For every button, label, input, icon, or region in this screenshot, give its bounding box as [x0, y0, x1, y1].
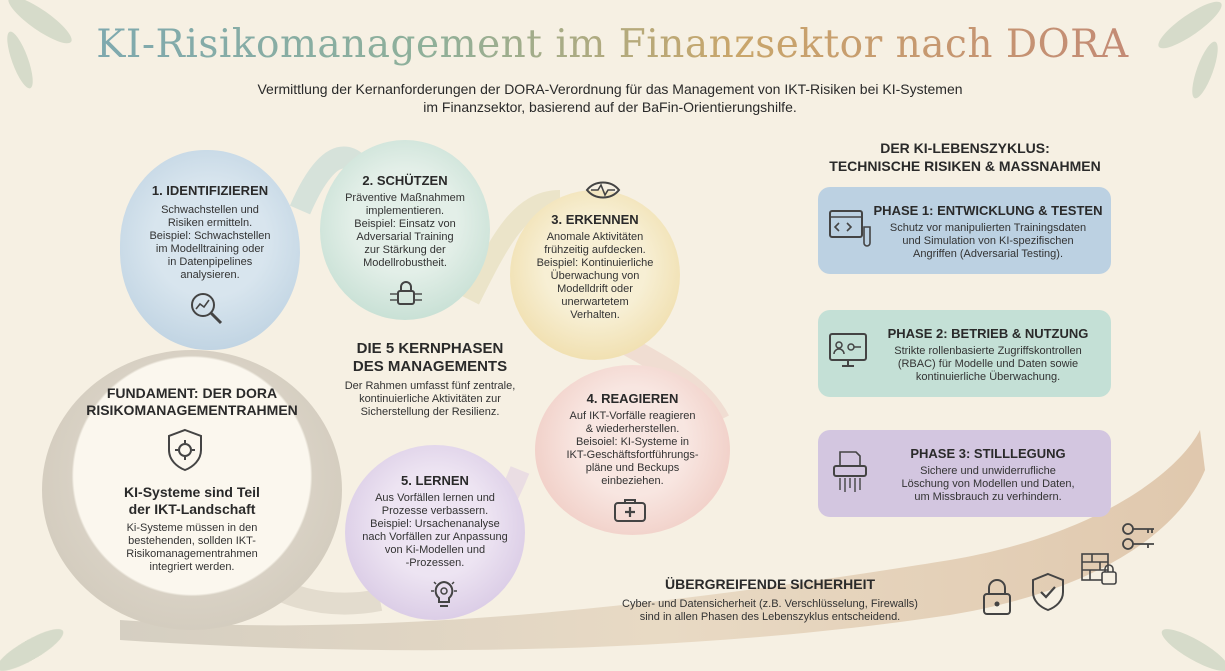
foundation-text-line: integriert werden.	[149, 561, 235, 573]
lifecycle-card-3-line: Sichere und unwiderrufliche	[920, 465, 1056, 477]
magnifier-chart-icon	[188, 290, 224, 326]
subtitle-line-2: im Finanzsektor, basierend auf der BaFin-Orientierungshilfe.	[423, 99, 797, 115]
shield-gear-icon	[165, 428, 205, 472]
phase-3-text-line: Beispiel: Kontinuierliche	[536, 257, 654, 269]
center-title-line-2: DES MANAGEMENTS	[352, 358, 508, 375]
phase-3-title: 3. ERKENNEN	[551, 212, 639, 227]
phase-3-text-line: Modelldrift oder	[557, 283, 633, 295]
phase-3-text-line: Anomale Aktivitäten	[546, 231, 644, 243]
foundation-text	[82, 522, 302, 574]
center-title	[330, 340, 530, 376]
first-aid-kit-icon	[613, 497, 647, 523]
center-text	[330, 380, 530, 419]
phase-3-text-line: frühzeitig aufdecken.	[544, 244, 646, 256]
foundation-sub-line-2: der IKT-Landschaft	[128, 501, 256, 517]
phase-5-text-line: nach Vorfällen zur Anpassung	[362, 531, 508, 543]
phase-2-text-line: Präventive Maßnahmem	[345, 192, 465, 204]
foundation-subtitle	[72, 484, 312, 518]
overarching-title: ÜBERGREIFENDE SICHERHEIT	[664, 576, 876, 592]
lifecycle-card-1-title: PHASE 1: ENTWICKLUNG & TESTEN	[873, 203, 1103, 218]
lifecycle-card-3-line: um Missbrauch zu verhindern.	[914, 491, 1062, 503]
lifecycle-card-3-title: PHASE 3: STILLLEGUNG	[910, 446, 1066, 461]
foundation-text-line: bestehenden, sollden IKT-	[128, 535, 256, 547]
phase-4-text-line: pläne und Beckups	[585, 462, 680, 474]
lifecycle-card-1-text	[873, 222, 1103, 261]
phase-1-text-line: Schwachstellen und	[161, 204, 259, 216]
lifecycle-title-line-1: DER KI-LEBENSZYKLUS:	[880, 140, 1050, 156]
phase-4-text-line: Auf IKT-Vorfälle reagieren	[569, 410, 696, 422]
phase-4-text	[540, 410, 725, 488]
lifecycle-card-phase-2	[818, 310, 1111, 397]
phase-5-text	[345, 492, 525, 570]
phase-2-text-line: Adversarial Training	[356, 231, 454, 243]
phase-3-text	[515, 231, 675, 322]
overarching-text-line-2: sind in allen Phasen des Lebenszyklus entscheidend.	[639, 611, 901, 623]
center-title-line-1: DIE 5 KERNPHASEN	[356, 340, 504, 357]
phase-3-text-line: Überwachung von	[550, 270, 640, 282]
phase-2-text-line: zur Stärkung der	[364, 244, 446, 256]
phase-2-text-line: Beispiel: Einsatz von	[354, 218, 456, 230]
lifecycle-card-2-line: (RBAC) für Modelle und Daten sowie	[897, 358, 1079, 370]
shield-check-icon	[1030, 572, 1066, 612]
phase-2-text-line: implementieren.	[365, 205, 445, 217]
lifecycle-card-phase-3	[818, 430, 1111, 517]
lifecycle-card-3-text	[873, 465, 1103, 504]
overarching-text	[590, 598, 950, 624]
firewall-lock-icon	[1080, 552, 1118, 586]
phase-5-text-line: Aus Vorfällen lernen und	[375, 492, 495, 504]
foundation-title-line-2: RISIKOMANAGEMENTRAHMEN	[86, 402, 298, 418]
phase-3-text-line: unerwartetem	[561, 296, 629, 308]
phase-1-text	[125, 204, 295, 282]
foundation-title-line-1: FUNDAMENT: DER DORA	[106, 385, 278, 401]
lifecycle-title-line-2: TECHNISCHE RISIKEN & MASSNAHMEN	[829, 158, 1101, 174]
phase-1-text-line: analysieren.	[180, 269, 240, 281]
phase-4-text-line: einbeziehen.	[601, 475, 664, 487]
lifecycle-card-1-line: Schutz vor manipulierten Trainingsdaten	[889, 222, 1087, 234]
padlock-icon	[980, 578, 1014, 618]
phase-1-text-line: Risiken ermitteln.	[167, 217, 253, 229]
phase-1-text-line: Beispiel: Schwachstellen	[149, 230, 271, 242]
monitor-user-key-icon	[828, 332, 872, 372]
code-window-icon	[828, 209, 872, 249]
lifecycle-card-1-line: Angriffen (Adversarial Testing).	[913, 248, 1063, 260]
page-title: KI-Risikomanagement im Finanzsektor nach DORA	[0, 22, 1225, 67]
foundation-title	[62, 385, 322, 419]
phase-4-text-line: Beisoiel: KI-Systeme in	[575, 436, 690, 448]
phase-2-text	[325, 192, 485, 270]
phase-4-title: 4. REAGIEREN	[586, 391, 679, 406]
keys-icon	[1120, 520, 1158, 554]
shredder-icon	[830, 450, 870, 494]
center-text-line: Der Rahmen umfasst fünf zentrale,	[344, 380, 516, 392]
lifecycle-card-phase-1	[818, 187, 1111, 274]
phase-2-text-line: Modellrobustheit.	[363, 257, 447, 269]
lifecycle-card-3-line: Löschung von Modellen und Daten,	[901, 478, 1075, 490]
center-text-line: Sicherstellung der Resilienz.	[360, 406, 500, 418]
lifecycle-card-2-text	[873, 345, 1103, 384]
lightbulb-gear-icon	[428, 578, 460, 610]
phase-4-text-line: & wiederherstellen.	[585, 423, 680, 435]
phase-1-text-line: in Datenpipelines	[167, 256, 253, 268]
lifecycle-card-2-line: kontinuierliche Überwachung.	[915, 371, 1061, 383]
overarching-text-line-1: Cyber- und Datensicherheit (z.B. Verschlüsselung, Firewalls)	[622, 598, 918, 610]
phase-3-text-line: Verhalten.	[570, 309, 620, 321]
lifecycle-card-2-line: Strikte rollenbasierte Zugriffskontrollen	[894, 345, 1082, 357]
phase-5-text-line: Beispiel: Ursachenanalyse	[370, 518, 500, 530]
phase-5-title: 5. LERNEN	[401, 473, 469, 488]
lifecycle-card-1-line: und Simulation von KI-spezifischen	[902, 235, 1074, 247]
phase-5-text-line: Prozesse verbassern.	[381, 505, 489, 517]
foundation-text-line: Risikomanagementrahmen	[126, 548, 258, 560]
page-subtitle	[210, 80, 1010, 116]
center-text-line: kontinuierliche Aktivitäten zur	[359, 393, 501, 405]
phase-5-text-line: -Prozessen.	[405, 557, 465, 569]
phase-2-title: 2. SCHÜTZEN	[362, 173, 448, 188]
eye-pulse-icon	[585, 178, 621, 202]
circuit-lock-icon	[388, 278, 424, 310]
phase-4-text-line: IKT-Geschäftsfortführungs-	[566, 449, 699, 461]
phase-5-text-line: von Ki-Modellen und	[384, 544, 486, 556]
foundation-text-line: Ki-Systeme müssen in den	[126, 522, 258, 534]
foundation-sub-line-1: KI-Systeme sind Teil	[124, 484, 260, 500]
lifecycle-card-2-title: PHASE 2: BETRIEB & NUTZUNG	[887, 326, 1089, 341]
subtitle-line-1: Vermittlung der Kernanforderungen der DORA-Verordnung für das Management von IKT-Risiken bei KI-Systemen	[257, 81, 963, 97]
phase-1-text-line: im Modelltraining oder	[155, 243, 265, 255]
phase-1-title: 1. IDENTIFIZIEREN	[151, 183, 269, 198]
lifecycle-title	[805, 139, 1125, 175]
